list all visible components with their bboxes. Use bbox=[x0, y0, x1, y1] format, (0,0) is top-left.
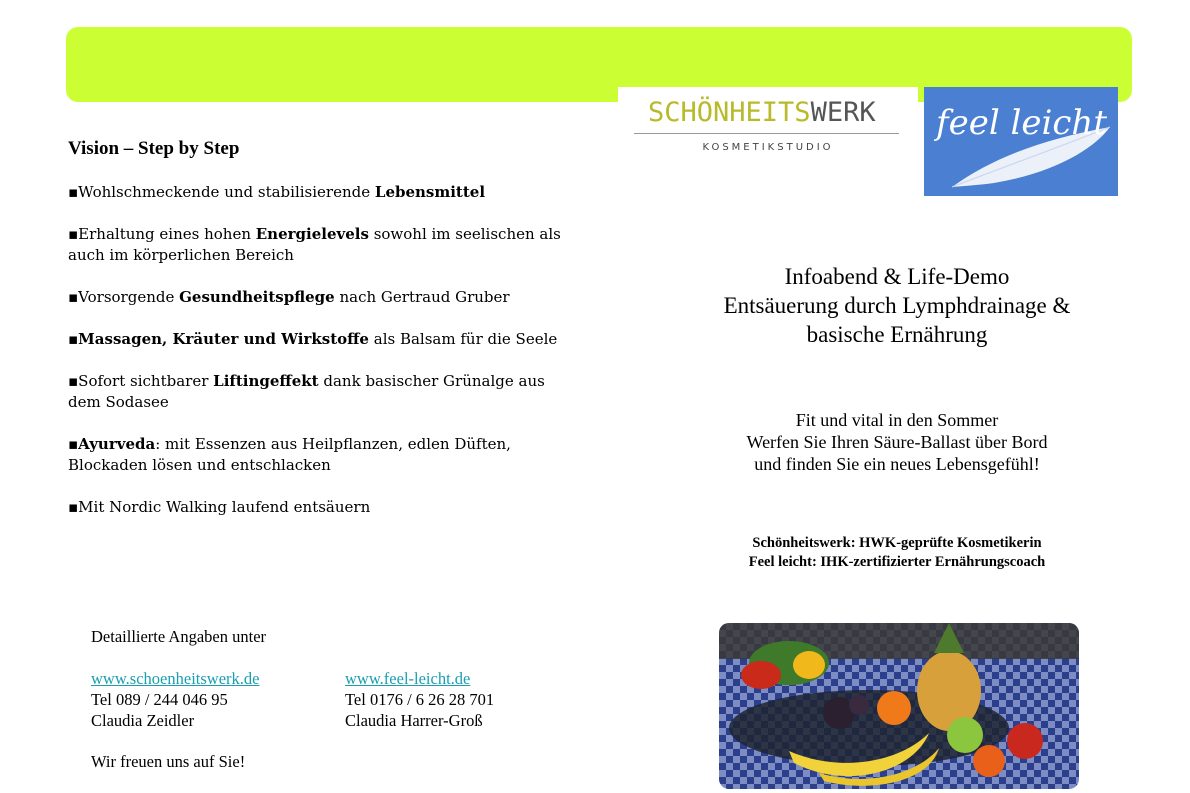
vision-item: ▪Massagen, Kräuter und Wirkstoffe als Balsam für die Seele bbox=[68, 330, 558, 348]
contact-intro: Detaillierte Angaben unter bbox=[91, 627, 267, 646]
contact-left-name: Claudia Zeidler bbox=[91, 711, 195, 730]
vision-item: ▪Ayurveda: mit Essenzen aus Heilpflanzen, edlen Düften, Blockaden lösen und entschlacken bbox=[68, 435, 511, 474]
vision-list bbox=[68, 182, 568, 539]
feel-leicht-text: feel leicht bbox=[936, 103, 1107, 143]
contact-right bbox=[345, 668, 494, 731]
fruit-photo bbox=[719, 623, 1079, 789]
contact-left bbox=[91, 668, 259, 731]
contact-right-name: Claudia Harrer-Groß bbox=[345, 711, 483, 730]
contact-right-tel: Tel 0176 / 6 26 28 701 bbox=[345, 690, 495, 709]
vision-item: ▪Wohlschmeckende und stabilisierende Lebensmittel bbox=[68, 183, 486, 201]
feel-leicht-link[interactable]: www.feel-leicht.de bbox=[345, 669, 471, 688]
schoenheitswerk-logo bbox=[618, 87, 918, 165]
closing-text: Wir freuen uns auf Sie! bbox=[91, 752, 246, 771]
event-tagline: Fit und vital in den Sommer Werfen Sie Ihren Säure-Ballast über Bord und finden Sie ein neues Lebensgefühl! bbox=[746, 410, 1048, 474]
vision-item: ▪Sofort sichtbarer Liftingeffekt dank basischer Grünalge aus dem Sodasee bbox=[68, 372, 545, 411]
feel-leicht-logo bbox=[924, 87, 1118, 196]
logo-word-dark: WERK bbox=[810, 97, 876, 128]
logo-word-light: SCHÖNHEITS bbox=[648, 97, 811, 128]
logo-subtitle: KOSMETIKSTUDIO bbox=[702, 142, 834, 153]
vision-item: ▪Mit Nordic Walking laufend entsäuern bbox=[68, 498, 371, 516]
event-title: Infoabend & Life-Demo Entsäuerung durch Lymphdrainage & basische Ernährung bbox=[723, 264, 1071, 347]
vision-title: Vision – Step by Step bbox=[68, 138, 240, 159]
vision-item: ▪Erhaltung eines hohen Energielevels sowohl im seelischen als auch im körperlichen Bereich bbox=[68, 225, 561, 264]
logo-rule bbox=[634, 133, 899, 134]
credentials: Schönheitswerk: HWK-geprüfte Kosmetikerin Feel leicht: IHK-zertifizierter Ernährungscoach bbox=[748, 535, 1046, 570]
vision-item: ▪Vorsorgende Gesundheitspflege nach Gertraud Gruber bbox=[68, 288, 510, 306]
schoenheitswerk-link[interactable]: www.schoenheitswerk.de bbox=[91, 669, 260, 688]
contact-left-tel: Tel 089 / 244 046 95 bbox=[91, 690, 228, 709]
